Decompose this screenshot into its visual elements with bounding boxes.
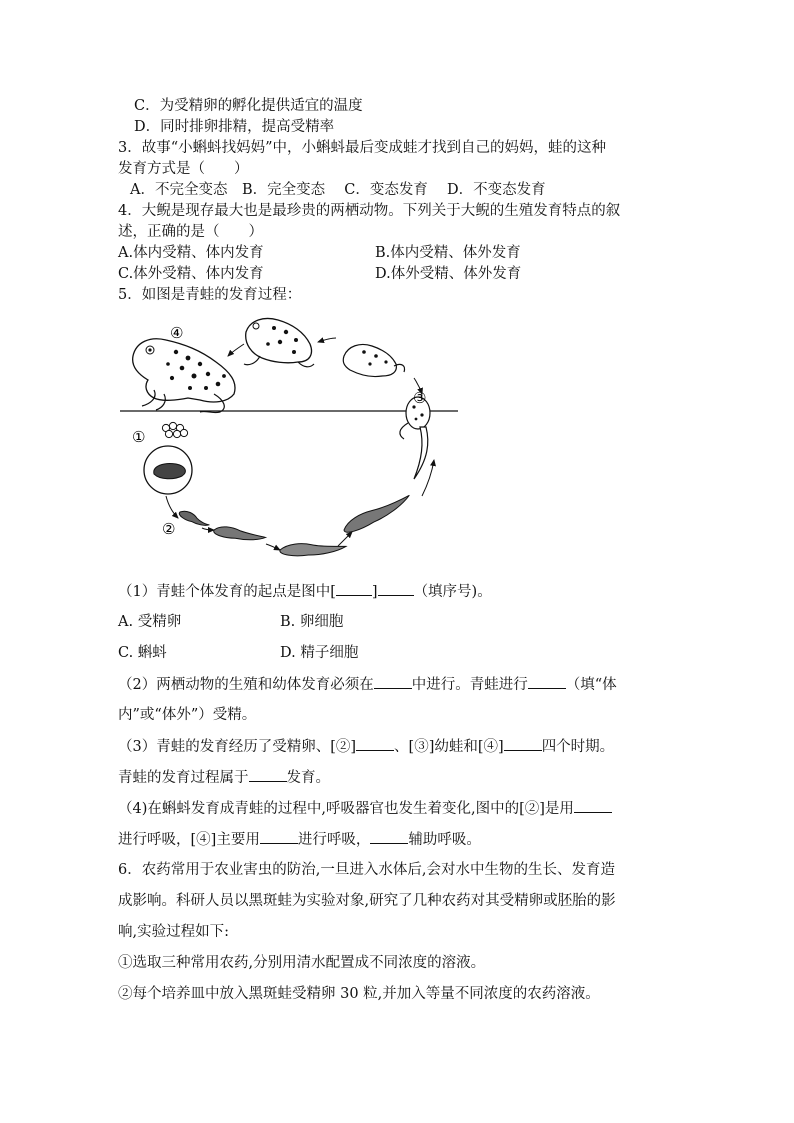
q4-stem-line1: 4．大鲵是现存最大也是最珍贵的两栖动物。下列关于大鲵的生殖发育特点的叙 <box>118 203 621 219</box>
blank-1a[interactable] <box>336 581 372 596</box>
q4-option-a: A.体内受精、体内发育 <box>118 245 264 261</box>
sub-q1-option-d: D. 精子细胞 <box>280 645 359 661</box>
q6-step2: ②每个培养皿中放入黑斑蛙受精卵 30 粒,并加入等量不同浓度的农药溶液。 <box>118 986 600 1002</box>
sub-question-3-line1: （3）青蛙的发育经历了受精卵、[②] 、[③]幼蛙和[④] 四个时期。 <box>118 736 614 757</box>
sub-question-1: （1）青蛙个体发育的起点是图中[ ] （填序号)。 <box>118 581 492 602</box>
q2-option-d: D．同时排卵排精，提高受精率 <box>134 119 335 135</box>
blank-1b[interactable] <box>378 581 414 596</box>
sub-question-2-line1: （2）两栖动物的生殖和幼体发育必须在 中进行。青蛙进行 （填“体 <box>118 674 617 695</box>
sub-question-4-line1: （4)在蝌蚪发育成青蛙的过程中,呼吸器官也发生着变化,图中的[②]是用 <box>118 798 612 819</box>
tadpole-growing-icon <box>341 490 413 536</box>
blank-4a[interactable] <box>574 798 612 813</box>
q6-line3: 响,实验过程如下: <box>118 924 229 940</box>
tadpole-medium-icon <box>213 526 266 542</box>
q6-line1: 6．农药常用于农业害虫的防治,一旦进入水体后,会对水中生物的生长、发育造 <box>118 862 615 878</box>
sub-question-4-line2: 进行呼吸，[④]主要用 进行呼吸， 辅助呼吸。 <box>118 829 481 850</box>
blank-3b[interactable] <box>504 736 542 751</box>
label-3: ③ <box>413 389 427 407</box>
q4-option-b: B.体内受精、体外发育 <box>375 245 521 261</box>
froglet-icon <box>343 344 404 376</box>
blank-4c[interactable] <box>370 829 408 844</box>
q4-stem-line2: 述，正确的是（ ） <box>118 224 263 240</box>
blank-3c[interactable] <box>249 767 287 782</box>
sub-q1-option-b: B. 卵细胞 <box>280 614 344 630</box>
young-frog-icon <box>244 319 314 367</box>
egg-cluster-icon <box>162 422 187 437</box>
q4-option-c: C.体外受精、体内发育 <box>118 266 264 282</box>
q5-stem: 5．如图是青蛙的发育过程： <box>118 287 302 303</box>
tadpole-small-icon <box>178 509 211 528</box>
tadpole-with-legs-icon <box>400 397 430 479</box>
q6-line2: 成影响。科研人员以黑斑蛙为实验对象,研究了几种农药对其受精卵或胚胎的影 <box>118 893 616 909</box>
q6-step1: ①选取三种常用农药,分别用清水配置成不同浓度的溶液。 <box>118 955 486 971</box>
blank-2a[interactable] <box>374 674 412 689</box>
q2-option-c: C．为受精卵的孵化提供适宜的温度 <box>134 98 363 114</box>
sub-q1-option-a: A. 受精卵 <box>118 614 182 630</box>
blank-4b[interactable] <box>260 829 298 844</box>
label-1: ① <box>132 428 146 446</box>
label-2: ② <box>162 520 176 538</box>
q4-option-d: D.体外受精、体外发育 <box>375 266 522 282</box>
q3-stem-line1: 3．故事“小蝌蚪找妈妈”中，小蝌蚪最后变成蛙才找到自己的妈妈，蛙的这种 <box>118 140 607 156</box>
embryo-icon <box>144 446 192 494</box>
blank-3a[interactable] <box>356 736 394 751</box>
q3-options: A．不完全变态 B．完全变态 C．变态发育 D．不变态发育 <box>130 182 546 198</box>
adult-frog-icon <box>133 339 235 413</box>
sub-question-3-line2: 青蛙的发育过程属于 发育。 <box>118 767 330 788</box>
q3-stem-line2: 发育方式是（ ） <box>118 161 249 177</box>
frog-life-cycle-figure <box>118 308 463 566</box>
blank-2b[interactable] <box>528 674 566 689</box>
label-4: ④ <box>170 324 184 342</box>
sub-q1-option-c: C. 蝌蚪 <box>118 645 167 661</box>
tadpole-large-icon <box>279 540 346 557</box>
sub-question-2-line2: 内”或“体外”）受精。 <box>118 707 257 723</box>
